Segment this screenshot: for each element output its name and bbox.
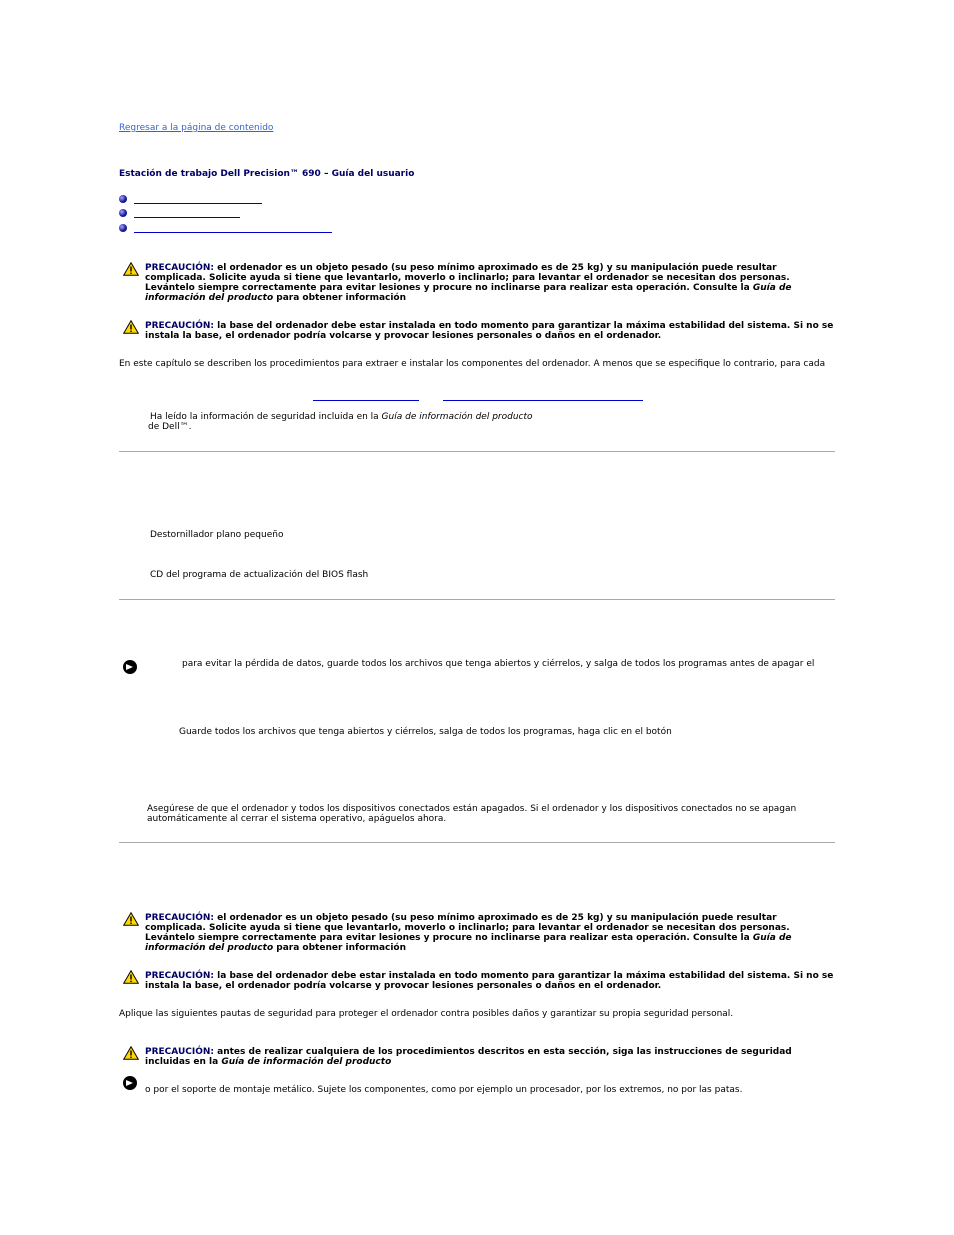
warning-triangle-icon	[123, 320, 139, 334]
caution-weight-2: PRECAUCIÓN: el ordenador es un objeto pesado (su peso mínimo aproximado es de 25 kg) y su manipulación puede resultar complicada. Solicite ayuda si tiene que levantarlo, moverlo o inclinarlo; para levantar el ordenador se necesitan dos personas. Levántelo siempre correctamente para evitar lesiones y procure no inclinarse para realizar esta operación. Consulte la Guía de información del producto para obtener información	[145, 913, 792, 953]
intro-paragraph: En este capítulo se describen los procedimientos para extraer e instalar los componentes del ordenador. A menos que se especifique lo contrario, para cada	[119, 359, 826, 369]
warning-triangle-icon	[123, 1046, 139, 1060]
toc-link-2[interactable]	[134, 217, 240, 218]
page-title: Estación de trabajo Dell Precision™ 690 – Guía del usuario	[119, 169, 415, 179]
bullet-icon	[119, 195, 127, 203]
caution-base-2: PRECAUCIÓN: la base del ordenador debe estar instalada en todo momento para garantizar la máxima estabilidad del sistema. Si no se instala la base, el ordenador podría volcarse y provocar lesiones personales o daños en el ordenador.	[145, 971, 834, 991]
warning-triangle-icon	[123, 970, 139, 984]
related-link-1[interactable]	[313, 400, 419, 401]
bullet-icon	[119, 224, 127, 232]
tool-item-bios-cd: CD del programa de actualización del BIOS flash	[150, 570, 369, 580]
section-divider	[119, 842, 835, 843]
notice-save-data: para evitar la pérdida de datos, guarde todos los archivos que tenga abiertos y ciérrelos, y salga de todos los programas antes de apagar el	[182, 659, 815, 669]
warning-triangle-icon	[123, 912, 139, 926]
warning-triangle-icon	[123, 262, 139, 276]
section-divider	[119, 451, 835, 452]
safety-guidelines-paragraph: Aplique las siguientes pautas de seguridad para proteger el ordenador contra posibles daños y garantizar su propia seguridad personal.	[119, 1009, 734, 1019]
caution-safety-instructions: PRECAUCIÓN: antes de realizar cualquiera de los procedimientos descritos en esta sección, siga las instrucciones de seguridad incluidas en la Guía de información del producto	[145, 1047, 792, 1067]
tool-item-screwdriver: Destornillador plano pequeño	[150, 530, 284, 540]
notice-arrow-icon	[123, 1076, 137, 1090]
read-safety-item-cont: de Dell™.	[148, 422, 192, 432]
caution-base-1: PRECAUCIÓN: la base del ordenador debe estar instalada en todo momento para garantizar la máxima estabilidad del sistema. Si no se instala la base, el ordenador podría volcarse y provocar lesiones personales o daños en el ordenador.	[145, 321, 834, 341]
read-safety-item: Ha leído la información de seguridad incluida en la Guía de información del producto	[150, 412, 533, 422]
step-save-files: Guarde todos los archivos que tenga abiertos y ciérrelos, salga de todos los programas, haga clic en el botón	[179, 727, 672, 737]
related-link-2[interactable]	[443, 400, 643, 401]
section-divider	[119, 599, 835, 600]
back-to-contents-link[interactable]: Regresar a la página de contenido	[119, 123, 274, 133]
step-ensure-off: Asegúrese de que el ordenador y todos los dispositivos conectados están apagados. Si el ordenador y los dispositivos conectados no se apagan automáticamente al cerrar el sistema operativo, apáguelos ahora.	[147, 804, 797, 824]
bullet-icon	[119, 209, 127, 217]
notice-handle-components: o por el soporte de montaje metálico. Sujete los componentes, como por ejemplo un procesador, por los extremos, no por las patas.	[145, 1085, 743, 1095]
toc-link-1[interactable]	[134, 203, 262, 204]
caution-label: PRECAUCIÓN:	[145, 263, 215, 273]
notice-arrow-icon	[123, 660, 137, 674]
toc-link-3[interactable]	[134, 232, 332, 233]
caution-weight-1: PRECAUCIÓN: el ordenador es un objeto pesado (su peso mínimo aproximado es de 25 kg) y su manipulación puede resultar complicada. Solicite ayuda si tiene que levantarlo, moverlo o inclinarlo; para levantar el ordenador se necesitan dos personas. Levántelo siempre correctamente para evitar lesiones y procure no inclinarse para realizar esta operación. Consulte la Guía de información del producto para obtener información	[145, 263, 792, 303]
